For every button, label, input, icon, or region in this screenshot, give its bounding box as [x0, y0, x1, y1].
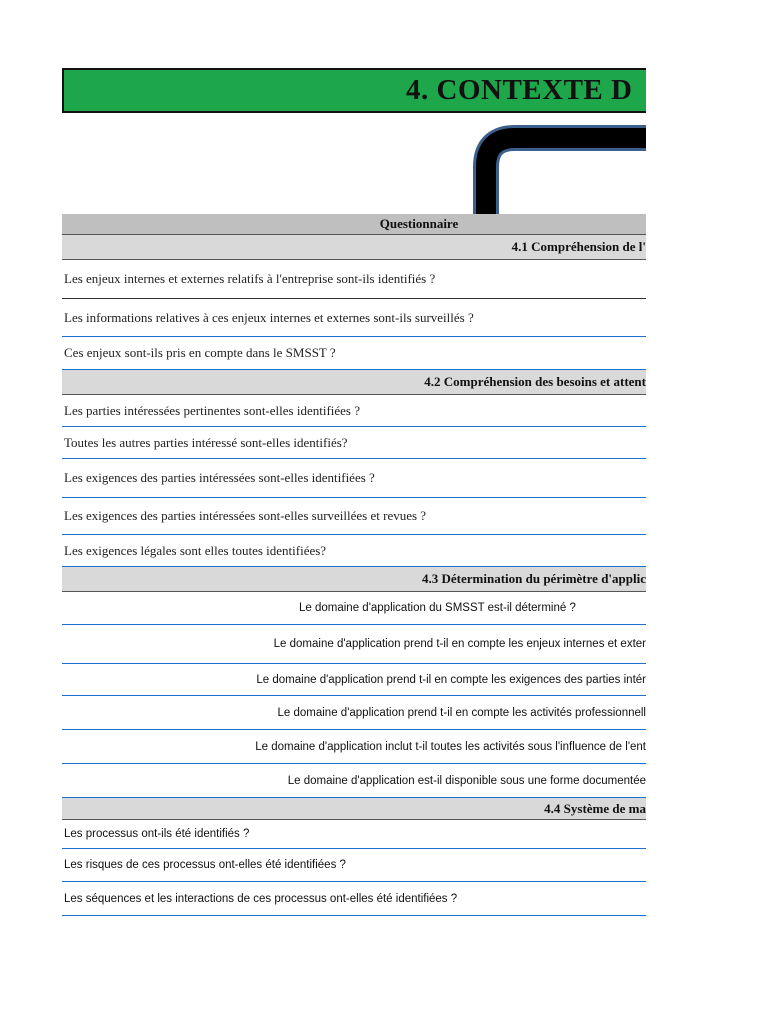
question-text: Le domaine d'application inclut t-il toutes les activités sous l'influence de l'ent: [255, 740, 646, 753]
question-text: Les enjeux internes et externes relatifs à l'entreprise sont-ils identifiés ?: [64, 271, 436, 286]
question-text: Le domaine d'application prend t-il en compte les enjeux internes et exter: [273, 638, 646, 650]
question-text: Les processus ont-ils été identifiés ?: [64, 828, 250, 840]
page-title: 4. CONTEXTE D: [406, 74, 633, 106]
question-text: Le domaine d'application prend t-il en compte les exigences des parties intér: [256, 673, 646, 686]
question-text: Ces enjeux sont-ils pris en compte dans le SMSST ?: [64, 345, 336, 360]
header-questionnaire: Questionnaire: [379, 216, 459, 231]
question-text: Le domaine d'application prend t-il en compte les activités professionnell: [277, 706, 646, 719]
section-title: 4.4 Système de ma: [544, 800, 646, 816]
question-text: Les exigences des parties intéressées sont-elles identifiées ?: [64, 470, 375, 485]
question-text: Les parties intéressées pertinentes sont-elles identifiées ?: [64, 402, 361, 418]
question-text: Les exigences légales sont elles toutes identifiées?: [64, 542, 327, 558]
question-text: Les exigences des parties intéressées sont-elles surveillées et revues ?: [64, 508, 427, 523]
page-edge-mask: [646, 0, 768, 1024]
question-text: Les risques de ces processus ont-elles été identifiées ?: [64, 859, 346, 871]
section-title: 4.2 Compréhension des besoins et attent: [424, 374, 646, 389]
question-text: Les séquences et les interactions de ces processus ont-elles été identifiées ?: [64, 892, 458, 905]
question-text: Le domaine d'application est-il disponible sous une forme documentée: [287, 774, 646, 787]
section-title: 4.1 Compréhension de l': [511, 239, 646, 254]
question-text: Les informations relatives à ces enjeux internes et externes sont-ils surveillés ?: [64, 309, 474, 325]
question-text: Toutes les autres parties intéressé sont-elles identifiés?: [64, 434, 348, 450]
section-title: 4.3 Détermination du périmètre d'applic: [422, 571, 646, 586]
pipe-connector-graphic: [468, 122, 668, 222]
question-text: Le domaine d'application du SMSST est-il déterminé ?: [299, 602, 576, 614]
